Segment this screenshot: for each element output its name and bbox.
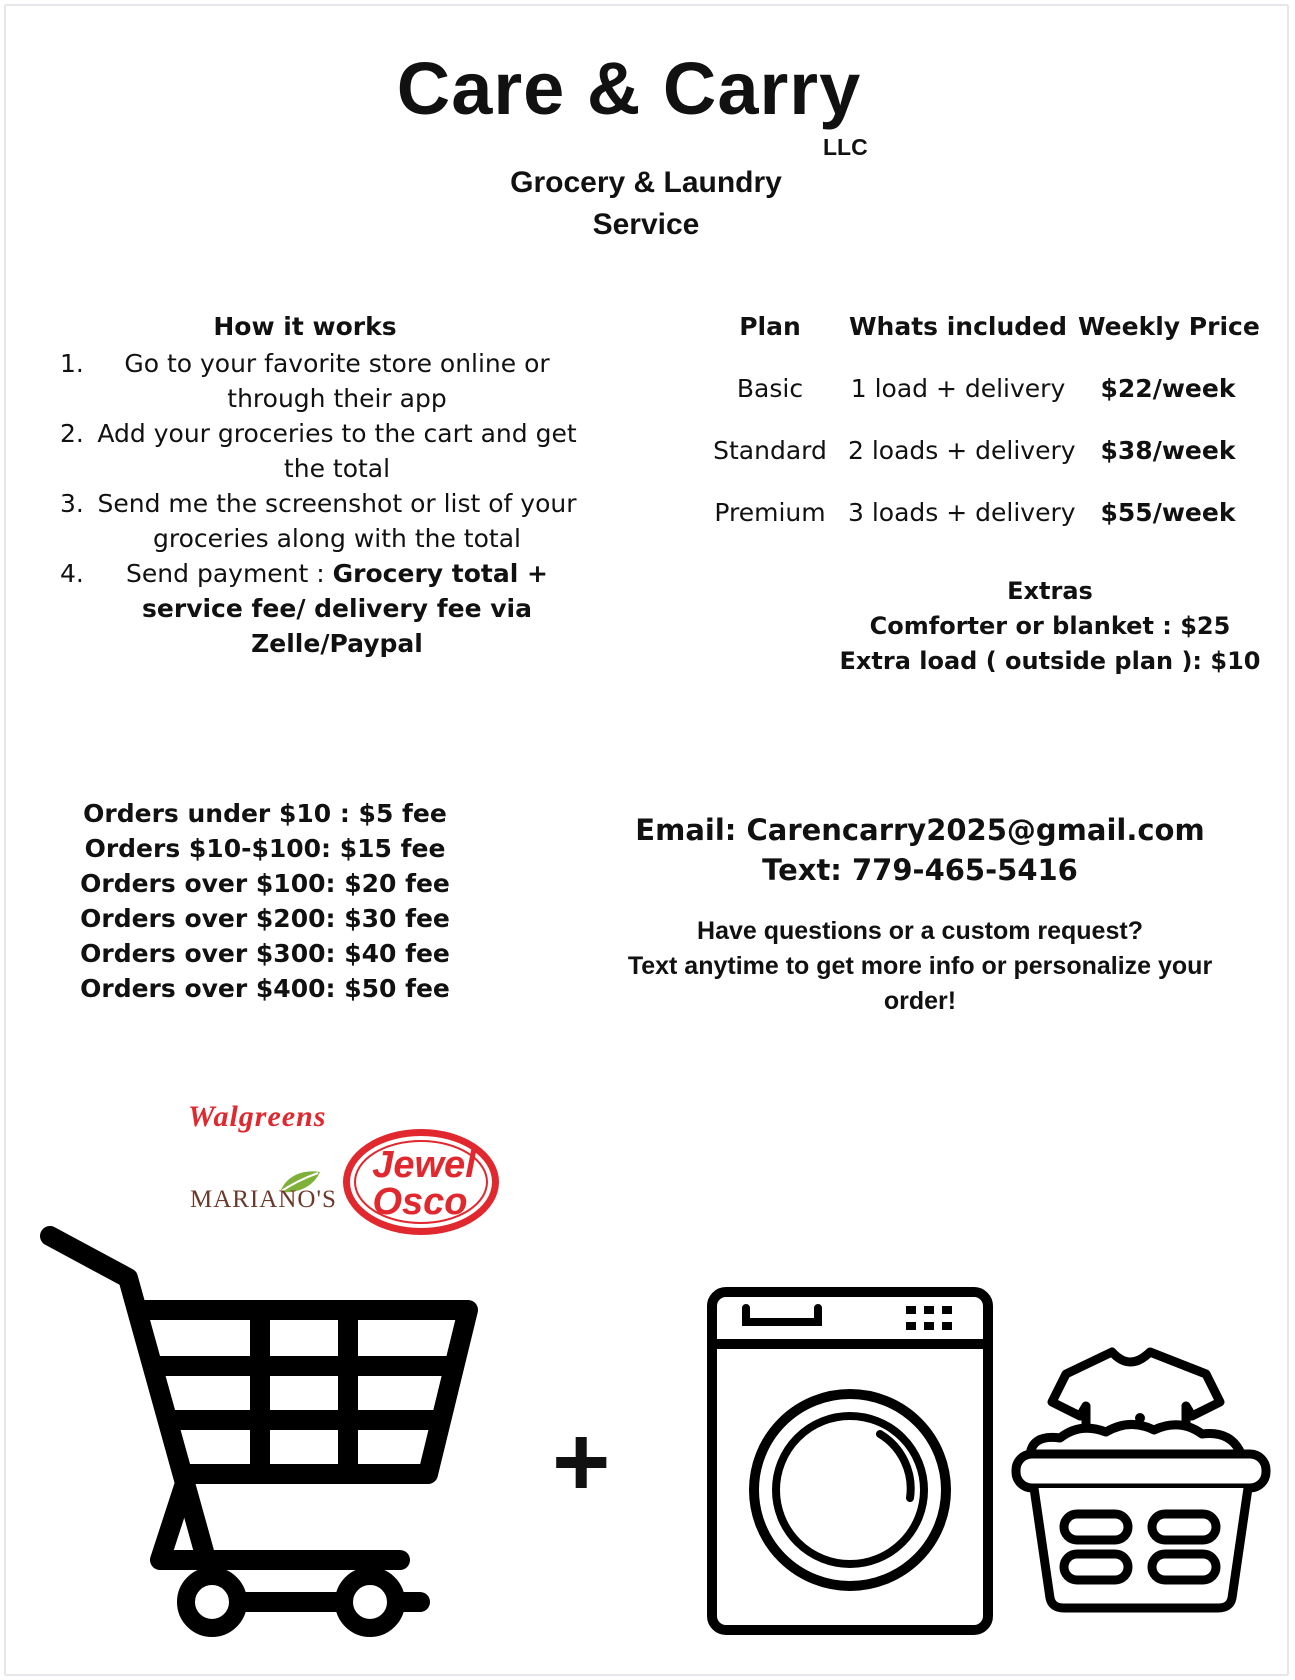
plan-row-basic <box>700 374 1260 410</box>
plan-price: $55/week <box>1100 498 1236 527</box>
washing-machine-icon <box>706 1286 996 1636</box>
extras-section <box>820 574 1280 679</box>
step-number: 4. <box>60 559 84 588</box>
plan-name: Premium <box>714 498 826 527</box>
extras-item: Comforter or blanket : $25 <box>869 612 1231 640</box>
plan-price: $22/week <box>1100 374 1236 403</box>
plan-table-header <box>700 312 1260 348</box>
step-number: 3. <box>60 489 84 518</box>
plan-name: Basic <box>736 374 804 403</box>
step-1 <box>60 346 580 416</box>
business-subtitle <box>470 162 822 246</box>
step-2 <box>60 416 580 486</box>
step-3 <box>60 486 580 556</box>
step-text: Add your groceries to the cart and get the total <box>97 419 577 483</box>
fee-line: Orders under $10 : $5 fee <box>83 799 447 828</box>
plan-included: 2 loads + delivery <box>848 436 1076 465</box>
step-4 <box>60 556 580 661</box>
step-text: Send payment : <box>126 559 333 588</box>
osco-text: Osco <box>372 1181 468 1223</box>
contact-info <box>620 810 1220 890</box>
fee-line: Orders over $200: $30 fee <box>80 904 450 933</box>
plan-included: 3 loads + delivery <box>848 498 1076 527</box>
plan-included: 1 load + delivery <box>850 374 1066 403</box>
contact-phone[interactable]: Text: 779-465-5416 <box>762 853 1078 887</box>
header-price: Weekly Price <box>1078 312 1260 341</box>
business-suffix: LLC <box>823 134 868 160</box>
plus-sign: + <box>552 1406 611 1518</box>
questions-note <box>590 914 1250 1019</box>
header-included: Whats included <box>848 312 1068 341</box>
step-number: 1. <box>60 349 84 378</box>
fee-line: Orders over $400: $50 fee <box>80 974 450 1003</box>
contact-email[interactable]: Email: Carencarry2025@gmail.com <box>635 813 1205 847</box>
how-it-works-heading: How it works <box>213 312 397 341</box>
fee-schedule <box>80 796 450 1006</box>
step-text: Send me the screenshot or list of your groceries along with the total <box>97 489 577 553</box>
step-bold-text: Grocery total + service fee/ delivery fee via Zelle/Paypal <box>142 559 548 658</box>
plan-row-standard <box>700 436 1260 472</box>
subtitle-line-2: Service <box>592 208 700 241</box>
fee-line: Orders $10-$100: $15 fee <box>84 834 446 863</box>
extras-item: Extra load ( outside plan ): $10 <box>839 647 1261 675</box>
fee-line: Orders over $300: $40 fee <box>80 939 450 968</box>
header-plan: Plan <box>739 312 801 341</box>
how-it-works-steps <box>60 346 580 661</box>
extras-heading: Extras <box>1007 577 1093 605</box>
step-number: 2. <box>60 419 84 448</box>
jewel-text: Jewel <box>372 1144 476 1186</box>
laundry-basket-icon <box>1010 1346 1272 1616</box>
subtitle-line-1: Grocery & Laundry <box>510 166 782 199</box>
plan-name: Standard <box>713 436 827 465</box>
step-text: Go to your favorite store online or through their app <box>124 349 550 413</box>
fee-line: Orders over $100: $20 fee <box>80 869 450 898</box>
marianos-logo: MARIANO'S <box>190 1186 337 1213</box>
plan-row-premium <box>700 498 1260 534</box>
plan-price: $38/week <box>1100 436 1236 465</box>
shopping-cart-icon <box>40 1220 480 1640</box>
business-title: Care & Carry <box>396 47 862 130</box>
walgreens-logo: Walgreens <box>188 1100 327 1133</box>
questions-line-2: Text anytime to get more info or personalize your order! <box>627 952 1213 1015</box>
questions-line-1: Have questions or a custom request? <box>697 917 1143 945</box>
